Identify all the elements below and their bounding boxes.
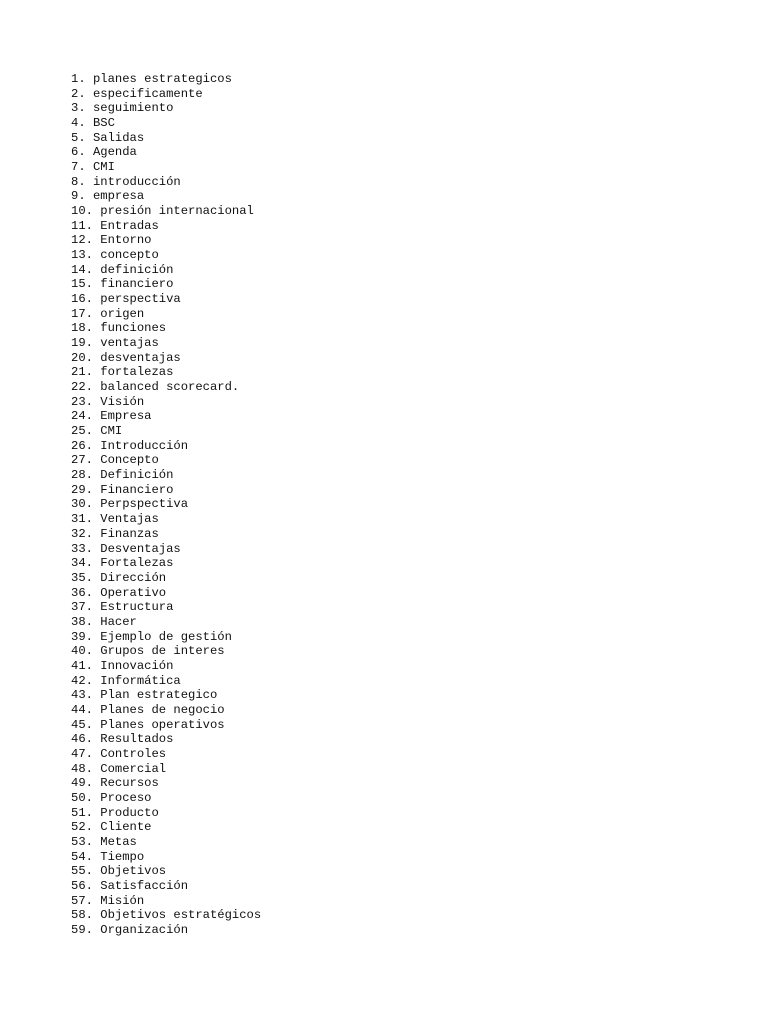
keyword-list — [71, 72, 261, 938]
list-item: 9. empresa — [71, 189, 145, 204]
list-item: 10. presión internacional — [71, 204, 254, 219]
list-item: 43. Plan estrategico — [71, 688, 218, 703]
list-item: 14. definición — [71, 262, 174, 277]
list-item: 18. funciones — [71, 321, 167, 336]
list-item: 5. Salidas — [71, 130, 145, 145]
list-item: 28. Definición — [71, 468, 174, 483]
list-item: 26. Introducción — [71, 438, 189, 453]
list-item: 15. financiero — [71, 277, 174, 292]
list-item: 58. Objetivos estratégicos — [71, 908, 262, 923]
list-item: 3. seguimiento — [71, 101, 174, 116]
list-item: 4. BSC — [71, 116, 115, 131]
list-item: 47. Controles — [71, 746, 167, 761]
list-item: 37. Estructura — [71, 600, 174, 615]
list-item: 45. Planes operativos — [71, 717, 225, 732]
list-item: 31. Ventajas — [71, 512, 159, 527]
list-item: 52. Cliente — [71, 820, 152, 835]
list-item: 12. Entorno — [71, 233, 152, 248]
list-item: 51. Producto — [71, 805, 159, 820]
list-item: 20. desventajas — [71, 350, 181, 365]
list-item: 48. Comercial — [71, 761, 167, 776]
list-item: 19. ventajas — [71, 336, 159, 351]
list-item: 8. introducción — [71, 174, 181, 189]
list-item: 21. fortalezas — [71, 365, 174, 380]
list-item: 39. Ejemplo de gestión — [71, 629, 232, 644]
list-item: 41. Innovación — [71, 658, 174, 673]
list-item: 25. CMI — [71, 424, 123, 439]
list-item: 38. Hacer — [71, 614, 137, 629]
list-item: 35. Dirección — [71, 570, 167, 585]
list-item: 11. Entradas — [71, 218, 159, 233]
list-item: 46. Resultados — [71, 732, 174, 747]
list-item: 16. perspectiva — [71, 292, 181, 307]
list-item: 30. Perpspectiva — [71, 497, 189, 512]
list-item: 50. Proceso — [71, 790, 152, 805]
list-item: 1. planes estrategicos — [71, 72, 232, 86]
list-item: 53. Metas — [71, 834, 137, 849]
list-item: 22. balanced scorecard. — [71, 380, 240, 395]
list-item: 33. Desventajas — [71, 541, 181, 556]
list-item: 7. CMI — [71, 160, 115, 175]
list-item: 59. Organización — [71, 922, 189, 937]
list-item: 40. Grupos de interes — [71, 644, 225, 659]
list-item: 24. Empresa — [71, 409, 152, 424]
list-item: 17. origen — [71, 306, 145, 321]
list-item: 36. Operativo — [71, 585, 167, 600]
list-item: 56. Satisfacción — [71, 878, 189, 893]
list-item: 44. Planes de negocio — [71, 702, 225, 717]
list-item: 32. Finanzas — [71, 526, 159, 541]
list-item: 13. concepto — [71, 248, 159, 263]
list-item: 54. Tiempo — [71, 849, 145, 864]
list-item: 27. Concepto — [71, 453, 159, 468]
list-item: 23. Visión — [71, 394, 145, 409]
list-item: 2. especificamente — [71, 86, 203, 101]
list-item: 6. Agenda — [71, 145, 137, 160]
list-item: 55. Objetivos — [71, 864, 167, 879]
list-item: 29. Financiero — [71, 482, 174, 497]
list-item: 34. Fortalezas — [71, 556, 174, 571]
list-item: 57. Misión — [71, 893, 145, 908]
list-item: 42. Informática — [71, 673, 181, 688]
list-item: 49. Recursos — [71, 776, 159, 791]
